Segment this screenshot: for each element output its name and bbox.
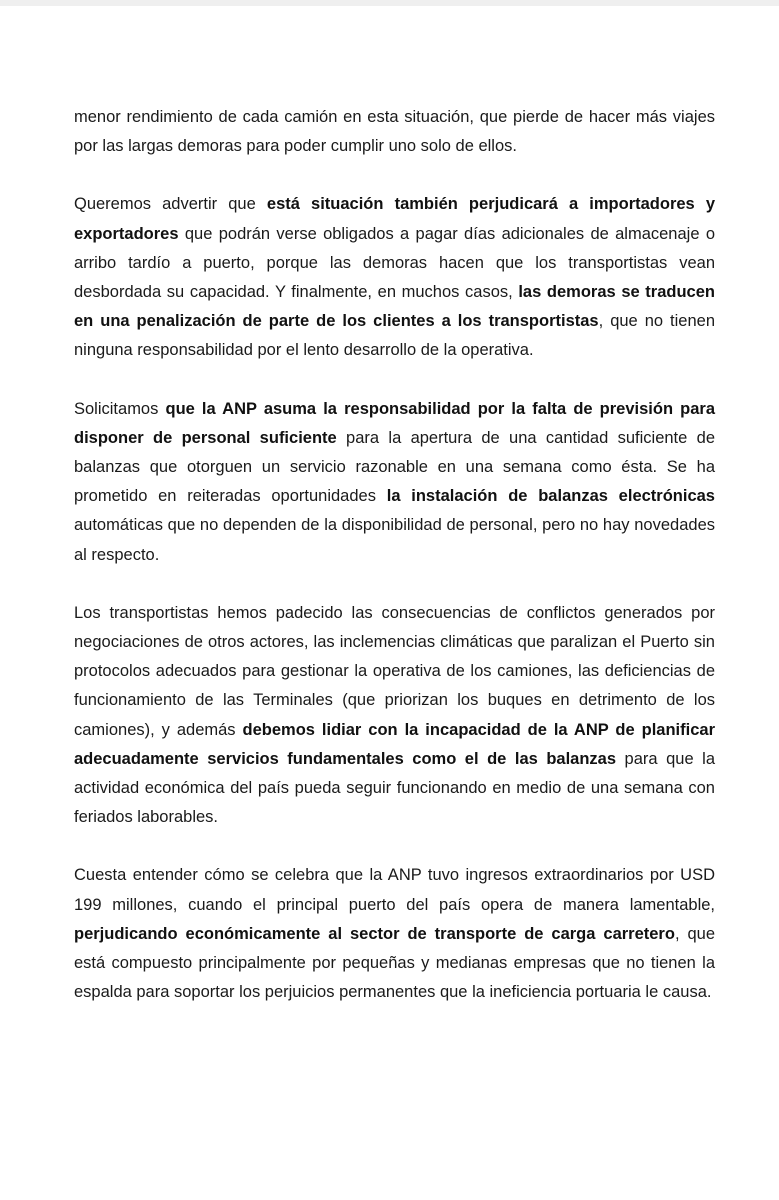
bold-segment: la instalación de balanzas electrónicas <box>386 487 715 506</box>
bold-segment: que la ANP asuma la responsabilidad por la falta de previsión para disponer de personal suficiente <box>74 399 716 447</box>
bold-segment: debemos lidiar con la incapacidad de la ANP de planificar adecuadamente servicios fundamentales como el de las balanzas <box>74 720 715 768</box>
paragraph-5 <box>74 861 715 1007</box>
text-segment: para la apertura de una cantidad suficiente de balanzas que otorguen un servicio razonable en una semana como ésta. Se ha prometido en reiteradas oportunidades <box>74 428 715 506</box>
text-segment: , que no tienen ninguna responsabilidad por el lento desarrollo de la operativa. <box>74 312 715 360</box>
text-segment: menor rendimiento de cada camión en esta situación, que pierde de hacer más viajes por las largas demoras para poder cumplir uno solo de ellos. <box>74 108 715 156</box>
text-segment: que podrán verse obligados a pagar días adicionales de almacenaje o arribo tardío a puerto, porque las demoras hacen que los transportistas vean desbordada su capacidad. Y finalmente, en muchos casos, <box>74 224 715 302</box>
bold-segment: está situación también perjudicará a importadores y exportadores <box>74 195 715 243</box>
text-segment: Solicitamos <box>74 399 166 418</box>
bold-segment: perjudicando económicamente al sector de transporte de carga carretero <box>74 924 675 943</box>
top-edge-strip <box>0 0 779 6</box>
text-segment: , que está compuesto principalmente por pequeñas y medianas empresas que no tienen la espalda para soportar los perjuicios permanentes que la ineficiencia portuaria le causa. <box>74 924 715 1002</box>
paragraph-1 <box>74 103 715 161</box>
text-segment: Cuesta entender cómo se celebra que la ANP tuvo ingresos extraordinarios por USD 199 millones, cuando el principal puerto del país opera de manera lamentable, <box>74 866 715 914</box>
bold-segment: las demoras se traducen en una penalización de parte de los clientes a los transportistas <box>74 283 715 331</box>
paragraph-3 <box>74 395 715 570</box>
paragraph-2 <box>74 190 715 365</box>
text-segment: Queremos advertir que <box>74 195 267 214</box>
text-segment: para que la actividad económica del país pueda seguir funcionando en medio de una semana con feriados laborables. <box>74 749 715 827</box>
text-segment: Los transportistas hemos padecido las consecuencias de conflictos generados por negociaciones de otros actores, las inclemencias climáticas que paralizan el Puerto sin protocolos adecuados para gestionar la operativa de los camiones, las deficiencias de funcionamiento de las Terminales (que priorizan los buques en detrimento de los camiones), y además <box>74 603 715 739</box>
text-segment: automáticas que no dependen de la disponibilidad de personal, pero no hay novedades al respecto. <box>74 516 715 564</box>
paragraph-4 <box>74 599 715 833</box>
document-body <box>74 103 715 1036</box>
